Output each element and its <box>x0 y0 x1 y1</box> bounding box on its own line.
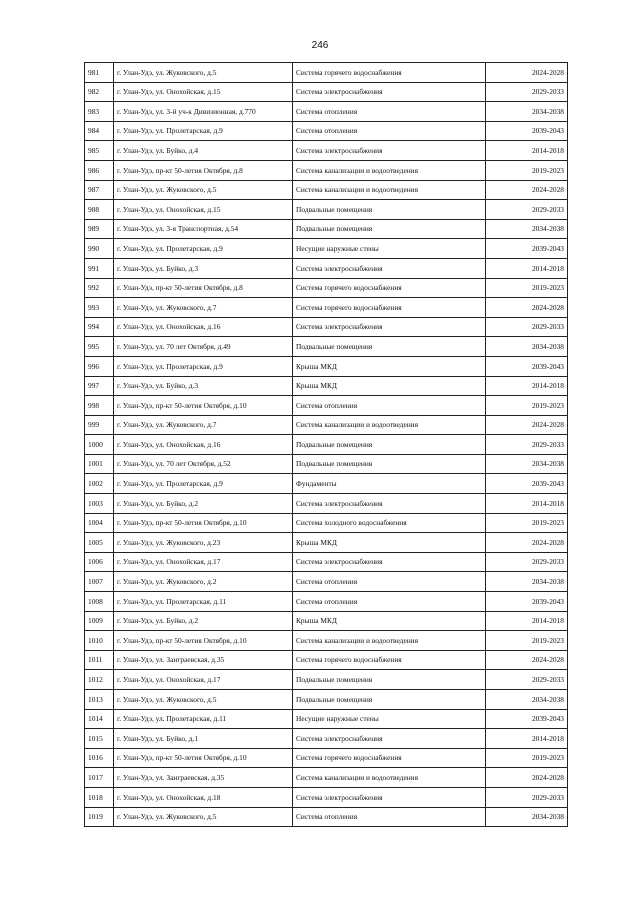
row-system: Подвальные помещения <box>293 219 486 239</box>
row-address: г. Улан-Удэ, ул. Онохойская, д.15 <box>114 82 293 102</box>
row-address: г. Улан-Удэ, ул. 70 лет Октября, д.49 <box>114 337 293 357</box>
row-number: 993 <box>85 298 114 318</box>
row-period: 2039-2043 <box>486 474 568 494</box>
row-address: г. Улан-Удэ, пр-кт 50-летия Октября, д.8 <box>114 278 293 298</box>
row-number: 1017 <box>85 768 114 788</box>
row-address: г. Улан-Удэ, ул. Онохойская, д.18 <box>114 787 293 807</box>
row-number: 1011 <box>85 650 114 670</box>
row-period: 2034-2038 <box>486 102 568 122</box>
row-address: г. Улан-Удэ, ул. Буйко, д.3 <box>114 376 293 396</box>
row-system: Система отопления <box>293 807 486 827</box>
row-system: Подвальные помещения <box>293 435 486 455</box>
table-row <box>85 631 568 651</box>
row-period: 2024-2028 <box>486 298 568 318</box>
table-row <box>85 670 568 690</box>
row-number: 1007 <box>85 572 114 592</box>
row-address: г. Улан-Удэ, ул. 3-й уч-к Дивизионная, д.770 <box>114 102 293 122</box>
row-system: Система канализации и водоотведения <box>293 160 486 180</box>
table-row <box>85 239 568 259</box>
row-address: г. Улан-Удэ, ул. Онохойская, д.17 <box>114 670 293 690</box>
table-row <box>85 474 568 494</box>
row-period: 2034-2038 <box>486 572 568 592</box>
row-address: г. Улан-Удэ, пр-кт 50-летия Октября, д.8 <box>114 160 293 180</box>
row-number: 1003 <box>85 494 114 514</box>
row-address: г. Улан-Удэ, ул. Онохойская, д.16 <box>114 435 293 455</box>
row-number: 988 <box>85 200 114 220</box>
row-period: 2024-2028 <box>486 768 568 788</box>
row-system: Несущие наружные стены <box>293 239 486 259</box>
row-address: г. Улан-Удэ, ул. Пролетарская, д.11 <box>114 592 293 612</box>
row-number: 1013 <box>85 690 114 710</box>
table-row <box>85 787 568 807</box>
row-address: г. Улан-Удэ, ул. Заиграевская, д.35 <box>114 650 293 670</box>
row-number: 991 <box>85 258 114 278</box>
row-system: Система электроснабжения <box>293 141 486 161</box>
row-number: 999 <box>85 415 114 435</box>
row-period: 2014-2018 <box>486 141 568 161</box>
row-period: 2019-2023 <box>486 396 568 416</box>
row-system: Подвальные помещения <box>293 454 486 474</box>
table-row <box>85 415 568 435</box>
table-row <box>85 513 568 533</box>
row-period: 2014-2018 <box>486 729 568 749</box>
row-number: 1008 <box>85 592 114 612</box>
row-system: Крыша МКД <box>293 376 486 396</box>
row-period: 2014-2018 <box>486 376 568 396</box>
row-period: 2034-2038 <box>486 454 568 474</box>
row-number: 1004 <box>85 513 114 533</box>
table-row <box>85 376 568 396</box>
row-system: Система канализации и водоотведения <box>293 768 486 788</box>
row-address: г. Улан-Удэ, пр-кт 50-летия Октября, д.10 <box>114 396 293 416</box>
row-number: 986 <box>85 160 114 180</box>
row-system: Система электроснабжения <box>293 552 486 572</box>
row-number: 983 <box>85 102 114 122</box>
table-row <box>85 494 568 514</box>
row-number: 994 <box>85 317 114 337</box>
row-number: 1006 <box>85 552 114 572</box>
row-system: Система горячего водоснабжения <box>293 63 486 83</box>
row-period: 2024-2028 <box>486 180 568 200</box>
row-period: 2024-2028 <box>486 650 568 670</box>
table-row <box>85 611 568 631</box>
table-row <box>85 278 568 298</box>
row-system: Система канализации и водоотведения <box>293 180 486 200</box>
row-period: 2039-2043 <box>486 239 568 259</box>
row-address: г. Улан-Удэ, ул. Заиграевская, д.35 <box>114 768 293 788</box>
row-number: 1001 <box>85 454 114 474</box>
row-address: г. Улан-Удэ, ул. Онохойская, д.16 <box>114 317 293 337</box>
row-number: 998 <box>85 396 114 416</box>
row-period: 2019-2023 <box>486 160 568 180</box>
table-row <box>85 356 568 376</box>
row-number: 982 <box>85 82 114 102</box>
row-number: 1000 <box>85 435 114 455</box>
row-period: 2034-2038 <box>486 219 568 239</box>
table-row <box>85 709 568 729</box>
row-system: Фундаменты <box>293 474 486 494</box>
row-system: Система электроснабжения <box>293 729 486 749</box>
row-address: г. Улан-Удэ, ул. Буйко, д.1 <box>114 729 293 749</box>
row-number: 985 <box>85 141 114 161</box>
row-system: Система отопления <box>293 396 486 416</box>
row-system: Система отопления <box>293 102 486 122</box>
row-system: Система горячего водоснабжения <box>293 650 486 670</box>
row-address: г. Улан-Удэ, ул. Пролетарская, д.11 <box>114 709 293 729</box>
row-period: 2014-2018 <box>486 258 568 278</box>
row-number: 992 <box>85 278 114 298</box>
row-period: 2019-2023 <box>486 278 568 298</box>
row-system: Система электроснабжения <box>293 258 486 278</box>
row-period: 2019-2023 <box>486 748 568 768</box>
row-system: Система отопления <box>293 572 486 592</box>
row-system: Система электроснабжения <box>293 494 486 514</box>
table-row <box>85 298 568 318</box>
row-number: 1018 <box>85 787 114 807</box>
row-number: 1016 <box>85 748 114 768</box>
row-number: 995 <box>85 337 114 357</box>
row-number: 1015 <box>85 729 114 749</box>
row-address: г. Улан-Удэ, ул. Пролетарская, д.9 <box>114 239 293 259</box>
table-row <box>85 396 568 416</box>
table-row <box>85 729 568 749</box>
row-period: 2014-2018 <box>486 494 568 514</box>
row-number: 996 <box>85 356 114 376</box>
row-address: г. Улан-Удэ, ул. Онохойская, д.17 <box>114 552 293 572</box>
row-period: 2029-2033 <box>486 787 568 807</box>
row-period: 2039-2043 <box>486 356 568 376</box>
row-address: г. Улан-Удэ, ул. 70 лет Октября, д.52 <box>114 454 293 474</box>
row-number: 989 <box>85 219 114 239</box>
row-period: 2014-2018 <box>486 611 568 631</box>
row-period: 2029-2033 <box>486 200 568 220</box>
row-period: 2034-2038 <box>486 690 568 710</box>
page-number: 246 <box>311 40 329 51</box>
row-system: Система горячего водоснабжения <box>293 278 486 298</box>
table-row <box>85 219 568 239</box>
row-address: г. Улан-Удэ, ул. Жуковского, д.5 <box>114 807 293 827</box>
table-row <box>85 258 568 278</box>
table-row <box>85 200 568 220</box>
row-period: 2034-2038 <box>486 807 568 827</box>
row-address: г. Улан-Удэ, ул. Жуковского, д.2 <box>114 572 293 592</box>
table-row <box>85 748 568 768</box>
row-address: г. Улан-Удэ, ул. Буйко, д.3 <box>114 258 293 278</box>
row-system: Система горячего водоснабжения <box>293 298 486 318</box>
table-body <box>85 63 568 827</box>
row-system: Система канализации и водоотведения <box>293 415 486 435</box>
row-period: 2019-2023 <box>486 631 568 651</box>
row-period: 2039-2043 <box>486 709 568 729</box>
row-number: 1002 <box>85 474 114 494</box>
row-period: 2024-2028 <box>486 415 568 435</box>
row-system: Подвальные помещения <box>293 200 486 220</box>
row-period: 2029-2033 <box>486 670 568 690</box>
row-address: г. Улан-Удэ, ул. Жуковского, д.5 <box>114 180 293 200</box>
row-period: 2039-2043 <box>486 592 568 612</box>
row-number: 1012 <box>85 670 114 690</box>
table-row <box>85 160 568 180</box>
row-period: 2024-2028 <box>486 533 568 553</box>
row-address: г. Улан-Удэ, ул. Пролетарская, д.9 <box>114 356 293 376</box>
row-system: Система горячего водоснабжения <box>293 748 486 768</box>
row-system: Система отопления <box>293 121 486 141</box>
row-address: г. Улан-Удэ, ул. Жуковского, д.5 <box>114 690 293 710</box>
row-address: г. Улан-Удэ, пр-кт 50-летия Октября, д.10 <box>114 513 293 533</box>
row-address: г. Улан-Удэ, ул. Жуковского, д.5 <box>114 63 293 83</box>
row-system: Система электроснабжения <box>293 82 486 102</box>
table-row <box>85 121 568 141</box>
registry-table <box>84 62 568 827</box>
row-number: 990 <box>85 239 114 259</box>
row-address: г. Улан-Удэ, ул. Буйко, д.2 <box>114 494 293 514</box>
table-row <box>85 572 568 592</box>
row-address: г. Улан-Удэ, ул. Буйко, д.4 <box>114 141 293 161</box>
row-period: 2034-2038 <box>486 337 568 357</box>
row-system: Система электроснабжения <box>293 787 486 807</box>
row-number: 987 <box>85 180 114 200</box>
row-number: 984 <box>85 121 114 141</box>
row-period: 2029-2033 <box>486 82 568 102</box>
row-system: Система электроснабжения <box>293 317 486 337</box>
row-system: Крыша МКД <box>293 533 486 553</box>
row-system: Система отопления <box>293 592 486 612</box>
table-row <box>85 102 568 122</box>
table-row <box>85 768 568 788</box>
row-number: 1014 <box>85 709 114 729</box>
row-address: г. Улан-Удэ, ул. Жуковского, д.7 <box>114 298 293 318</box>
row-number: 1009 <box>85 611 114 631</box>
row-system: Система канализации и водоотведения <box>293 631 486 651</box>
table-row <box>85 317 568 337</box>
row-period: 2039-2043 <box>486 121 568 141</box>
row-system: Крыша МКД <box>293 356 486 376</box>
row-address: г. Улан-Удэ, ул. Пролетарская, д.9 <box>114 121 293 141</box>
row-number: 1010 <box>85 631 114 651</box>
table-row <box>85 180 568 200</box>
row-system: Система холодного водоснабжения <box>293 513 486 533</box>
table-row <box>85 690 568 710</box>
row-period: 2029-2033 <box>486 435 568 455</box>
table-row <box>85 650 568 670</box>
table-row <box>85 807 568 827</box>
row-number: 981 <box>85 63 114 83</box>
row-system: Несущие наружные стены <box>293 709 486 729</box>
row-number: 997 <box>85 376 114 396</box>
row-period: 2024-2028 <box>486 63 568 83</box>
table-row <box>85 435 568 455</box>
row-address: г. Улан-Удэ, ул. Жуковского, д.23 <box>114 533 293 553</box>
row-period: 2029-2033 <box>486 552 568 572</box>
row-address: г. Улан-Удэ, ул. Буйко, д.2 <box>114 611 293 631</box>
row-address: г. Улан-Удэ, ул. Пролетарская, д.9 <box>114 474 293 494</box>
row-address: г. Улан-Удэ, пр-кт 50-летия Октября, д.10 <box>114 748 293 768</box>
table-row <box>85 552 568 572</box>
row-system: Подвальные помещения <box>293 690 486 710</box>
table-row <box>85 141 568 161</box>
row-address: г. Улан-Удэ, пр-кт 50-летия Октября, д.10 <box>114 631 293 651</box>
table-row <box>85 533 568 553</box>
row-address: г. Улан-Удэ, ул. Онохойская, д.15 <box>114 200 293 220</box>
row-number: 1019 <box>85 807 114 827</box>
table-row <box>85 337 568 357</box>
row-address: г. Улан-Удэ, ул. 3-я Транспортная, д.54 <box>114 219 293 239</box>
row-system: Подвальные помещения <box>293 670 486 690</box>
row-system: Подвальные помещения <box>293 337 486 357</box>
table-row <box>85 454 568 474</box>
row-period: 2019-2023 <box>486 513 568 533</box>
row-system: Крыша МКД <box>293 611 486 631</box>
row-address: г. Улан-Удэ, ул. Жуковского, д.7 <box>114 415 293 435</box>
table-row <box>85 592 568 612</box>
row-number: 1005 <box>85 533 114 553</box>
table-row <box>85 82 568 102</box>
row-period: 2029-2033 <box>486 317 568 337</box>
table-row <box>85 63 568 83</box>
